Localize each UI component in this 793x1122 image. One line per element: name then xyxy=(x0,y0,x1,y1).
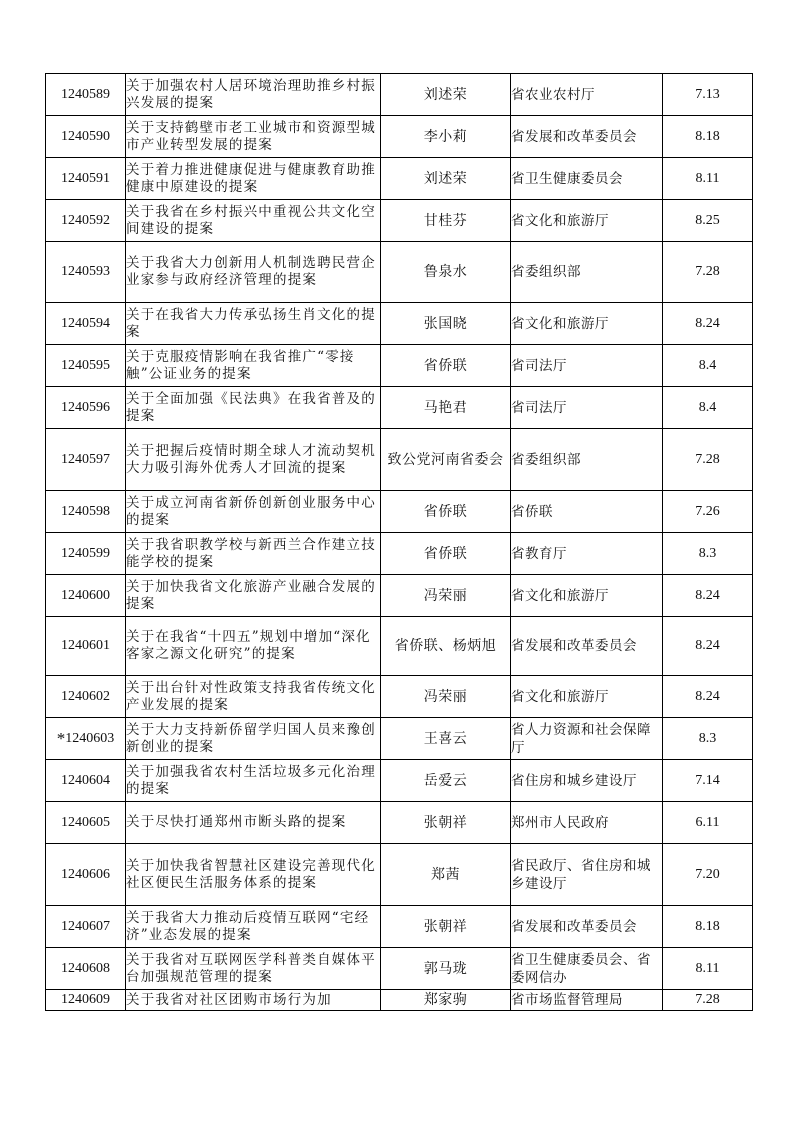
proposal-id-text: 1240594 xyxy=(61,315,110,331)
submitter-cell xyxy=(381,617,511,676)
submitter-cell xyxy=(381,575,511,617)
proposal-id-text: 1240604 xyxy=(61,772,110,788)
organizer-cell xyxy=(511,533,663,575)
proposal-title-text: 关于支持鹤壁市老工业城市和资源型城市产业转型发展的提案 xyxy=(126,119,376,153)
submitter-cell xyxy=(381,242,511,303)
date-cell xyxy=(663,158,753,200)
proposal-title-text: 关于我省对互联网医学科普类自媒体平台加强规范管理的提案 xyxy=(126,951,376,985)
organizer-cell xyxy=(511,718,663,760)
date-cell xyxy=(663,990,753,1011)
organizer-cell xyxy=(511,158,663,200)
date-text: 7.13 xyxy=(695,86,720,102)
submitter-cell xyxy=(381,116,511,158)
proposal-title-text: 关于我省大力推动后疫情互联网“宅经济”业态发展的提案 xyxy=(126,909,370,943)
organizer-cell xyxy=(511,491,663,533)
proposal-title-cell xyxy=(126,74,381,116)
table-row xyxy=(46,676,753,718)
date-cell xyxy=(663,491,753,533)
proposal-id-cell xyxy=(46,116,126,158)
proposal-id-text: 1240598 xyxy=(61,503,110,519)
date-cell xyxy=(663,718,753,760)
table-row xyxy=(46,617,753,676)
date-text: 7.28 xyxy=(695,264,720,279)
proposal-title-cell xyxy=(126,990,381,1011)
submitter-cell xyxy=(381,303,511,345)
submitter-text: 甘桂芬 xyxy=(423,212,468,229)
submitter-cell xyxy=(381,387,511,429)
proposal-title-cell xyxy=(126,617,381,676)
date-cell xyxy=(663,74,753,116)
proposal-id-cell xyxy=(46,718,126,760)
proposal-title-cell xyxy=(126,844,381,906)
proposal-id-text: 1240593 xyxy=(61,264,110,279)
date-text: 8.11 xyxy=(695,960,720,976)
organizer-text: 省文化和旅游厅 xyxy=(511,212,609,229)
proposal-title-text: 关于大力支持新侨留学归国人员来豫创新创业的提案 xyxy=(126,721,376,755)
date-cell xyxy=(663,242,753,303)
table-row xyxy=(46,116,753,158)
star-mark: * xyxy=(56,728,66,748)
proposal-title-text: 关于克服疫情影响在我省推广“零接触”公证业务的提案 xyxy=(126,348,355,382)
table-row xyxy=(46,533,753,575)
submitter-cell xyxy=(381,74,511,116)
proposal-title-text: 关于成立河南省新侨创新创业服务中心的提案 xyxy=(126,494,376,528)
submitter-text: 张朝祥 xyxy=(423,814,468,831)
organizer-cell xyxy=(511,802,663,844)
date-cell xyxy=(663,906,753,948)
date-cell xyxy=(663,200,753,242)
proposal-id-cell xyxy=(46,575,126,617)
proposal-id-cell xyxy=(46,948,126,990)
proposal-id-cell xyxy=(46,242,126,303)
organizer-text: 省侨联 xyxy=(511,503,553,520)
proposal-title-cell xyxy=(126,116,381,158)
date-cell xyxy=(663,345,753,387)
date-cell xyxy=(663,575,753,617)
organizer-text: 省发展和改革委员会 xyxy=(511,128,637,145)
proposal-id-text: 1240597 xyxy=(61,451,110,467)
proposal-id-cell xyxy=(46,491,126,533)
submitter-text: 张国晓 xyxy=(423,315,468,332)
date-cell xyxy=(663,802,753,844)
proposal-title-text: 关于在我省“十四五”规划中增加“深化客家之源文化研究”的提案 xyxy=(126,629,371,662)
proposal-title-cell xyxy=(126,906,381,948)
proposal-title-text: 关于我省在乡村振兴中重视公共文化空间建设的提案 xyxy=(126,203,376,237)
organizer-text: 省文化和旅游厅 xyxy=(511,587,609,604)
date-cell xyxy=(663,948,753,990)
proposal-id-text: 1240607 xyxy=(61,918,110,934)
submitter-cell xyxy=(381,429,511,491)
submitter-cell xyxy=(381,200,511,242)
proposal-title-text: 关于加快我省文化旅游产业融合发展的提案 xyxy=(126,578,376,612)
organizer-text: 省人力资源和社会保障厅 xyxy=(511,721,651,756)
organizer-cell xyxy=(511,242,663,303)
organizer-text: 省教育厅 xyxy=(511,545,567,562)
proposal-title-cell xyxy=(126,242,381,303)
organizer-text: 省发展和改革委员会 xyxy=(511,638,637,654)
date-cell xyxy=(663,533,753,575)
submitter-cell xyxy=(381,345,511,387)
proposal-id-text: 1240596 xyxy=(61,399,110,415)
proposal-title-text: 关于在我省大力传承弘扬生肖文化的提案 xyxy=(126,306,376,340)
table-row xyxy=(46,575,753,617)
proposal-title-cell xyxy=(126,491,381,533)
date-cell xyxy=(663,303,753,345)
proposal-title-text: 关于我省对社区团购市场行为加 xyxy=(126,991,332,1008)
organizer-text: 省卫生健康委员会、省委网信办 xyxy=(511,951,651,986)
proposal-id-cell xyxy=(46,74,126,116)
date-text: 8.3 xyxy=(698,545,717,561)
table-row xyxy=(46,990,753,1011)
date-text: 6.11 xyxy=(695,814,720,830)
date-text: 7.26 xyxy=(695,503,720,519)
proposal-title-cell xyxy=(126,303,381,345)
organizer-text: 郑州市人民政府 xyxy=(511,814,609,831)
organizer-cell xyxy=(511,906,663,948)
organizer-text: 省委组织部 xyxy=(511,264,581,280)
table-row xyxy=(46,200,753,242)
submitter-cell xyxy=(381,990,511,1011)
date-text: 7.20 xyxy=(695,866,720,882)
submitter-cell xyxy=(381,802,511,844)
table-row xyxy=(46,802,753,844)
proposal-title-cell xyxy=(126,387,381,429)
date-text: 8.18 xyxy=(695,128,720,144)
proposal-id-text: 1240592 xyxy=(61,212,110,228)
proposal-id-text: 1240602 xyxy=(61,688,110,704)
proposal-title-text: 关于着力推进健康促进与健康教育助推健康中原建设的提案 xyxy=(126,161,376,195)
organizer-text: 省文化和旅游厅 xyxy=(511,315,609,332)
organizer-cell xyxy=(511,617,663,676)
date-cell xyxy=(663,676,753,718)
date-cell xyxy=(663,387,753,429)
submitter-cell xyxy=(381,676,511,718)
organizer-text: 省卫生健康委员会 xyxy=(511,170,623,187)
organizer-cell xyxy=(511,990,663,1011)
submitter-text: 张朝祥 xyxy=(423,918,468,935)
organizer-cell xyxy=(511,676,663,718)
proposal-title-text: 关于加强我省农村生活垃圾多元化治理的提案 xyxy=(126,763,376,797)
organizer-cell xyxy=(511,200,663,242)
organizer-cell xyxy=(511,575,663,617)
proposal-title-text: 关于我省大力创新用人机制选聘民营企业家参与政府经济管理的提案 xyxy=(126,255,376,288)
submitter-cell xyxy=(381,533,511,575)
proposal-title-text: 关于加快我省智慧社区建设完善现代化社区便民生活服务体系的提案 xyxy=(126,857,376,891)
organizer-text: 省委组织部 xyxy=(511,451,581,468)
organizer-text: 省民政厅、省住房和城乡建设厅 xyxy=(511,857,651,892)
proposal-table xyxy=(45,73,753,1011)
date-text: 8.24 xyxy=(695,315,720,331)
proposal-id-cell xyxy=(46,676,126,718)
proposal-table-body xyxy=(46,74,753,1011)
proposal-id-text: 1240603 xyxy=(65,730,115,746)
submitter-text: 冯荣丽 xyxy=(423,688,468,705)
date-cell xyxy=(663,760,753,802)
proposal-id-cell xyxy=(46,906,126,948)
proposal-title-cell xyxy=(126,802,381,844)
date-text: 7.14 xyxy=(695,772,720,788)
proposal-title-text: 关于尽快打通郑州市断头路的提案 xyxy=(126,814,347,830)
organizer-text: 省司法厅 xyxy=(511,399,567,416)
date-text: 8.24 xyxy=(695,688,720,704)
submitter-text: 省侨联 xyxy=(423,545,468,562)
submitter-text: 李小莉 xyxy=(423,128,468,145)
table-row xyxy=(46,760,753,802)
submitter-text: 郑茜 xyxy=(431,866,460,883)
date-cell xyxy=(663,617,753,676)
proposal-id-text: 1240599 xyxy=(61,545,110,561)
proposal-id-text: 1240589 xyxy=(61,86,110,102)
organizer-cell xyxy=(511,74,663,116)
submitter-text: 致公党河南省委会 xyxy=(387,451,504,468)
date-text: 8.3 xyxy=(698,730,717,746)
proposal-id-cell xyxy=(46,303,126,345)
submitter-text: 省侨联 xyxy=(423,503,468,520)
proposal-id-cell xyxy=(46,387,126,429)
date-text: 8.4 xyxy=(698,357,717,373)
proposal-id-text: 1240591 xyxy=(61,170,110,186)
organizer-cell xyxy=(511,345,663,387)
proposal-id-cell xyxy=(46,617,126,676)
date-text: 8.25 xyxy=(695,212,720,228)
date-text: 8.24 xyxy=(695,638,720,653)
proposal-id-cell xyxy=(46,760,126,802)
date-cell xyxy=(663,116,753,158)
proposal-id-text: 1240590 xyxy=(61,128,110,144)
table-row xyxy=(46,387,753,429)
proposal-id-text: 1240605 xyxy=(61,814,110,830)
submitter-cell xyxy=(381,906,511,948)
organizer-text: 省农业农村厅 xyxy=(511,86,595,103)
date-cell xyxy=(663,429,753,491)
organizer-text: 省文化和旅游厅 xyxy=(511,688,609,705)
date-text: 8.18 xyxy=(695,918,720,934)
submitter-text: 刘述荣 xyxy=(423,86,468,103)
proposal-id-text: 1240608 xyxy=(61,960,110,976)
table-row xyxy=(46,74,753,116)
proposal-id-text: 1240595 xyxy=(61,357,110,373)
submitter-cell xyxy=(381,491,511,533)
proposal-title-text: 关于全面加强《民法典》在我省普及的提案 xyxy=(126,390,376,424)
table-row xyxy=(46,718,753,760)
proposal-id-cell xyxy=(46,844,126,906)
table-row xyxy=(46,491,753,533)
proposal-id-cell xyxy=(46,990,126,1011)
organizer-cell xyxy=(511,116,663,158)
submitter-text: 省侨联 xyxy=(423,357,468,374)
proposal-title-cell xyxy=(126,533,381,575)
proposal-title-text: 关于出台针对性政策支持我省传统文化产业发展的提案 xyxy=(126,679,376,713)
submitter-text: 马艳君 xyxy=(423,399,468,416)
date-text: 8.24 xyxy=(695,587,720,603)
proposal-id-cell xyxy=(46,429,126,491)
proposal-title-cell xyxy=(126,948,381,990)
organizer-cell xyxy=(511,387,663,429)
proposal-title-cell xyxy=(126,345,381,387)
table-row xyxy=(46,242,753,303)
table-row xyxy=(46,429,753,491)
proposal-title-cell xyxy=(126,760,381,802)
submitter-cell xyxy=(381,158,511,200)
proposal-id-cell xyxy=(46,345,126,387)
proposal-id-cell xyxy=(46,802,126,844)
proposal-id-text: 1240600 xyxy=(61,587,110,603)
submitter-cell xyxy=(381,948,511,990)
proposal-title-cell xyxy=(126,718,381,760)
submitter-text: 省侨联、杨炳旭 xyxy=(394,638,497,654)
organizer-text: 省发展和改革委员会 xyxy=(511,918,637,935)
submitter-text: 岳爱云 xyxy=(423,772,468,789)
proposal-title-cell xyxy=(126,200,381,242)
organizer-text: 省住房和城乡建设厅 xyxy=(511,772,637,789)
organizer-cell xyxy=(511,303,663,345)
table-row xyxy=(46,844,753,906)
proposal-id-text: 1240601 xyxy=(61,638,110,653)
submitter-cell xyxy=(381,760,511,802)
submitter-cell xyxy=(381,844,511,906)
organizer-cell xyxy=(511,948,663,990)
table-row xyxy=(46,158,753,200)
proposal-id-cell xyxy=(46,200,126,242)
table-row xyxy=(46,345,753,387)
table-row xyxy=(46,906,753,948)
proposal-title-cell xyxy=(126,676,381,718)
proposal-title-text: 关于我省职教学校与新西兰合作建立技能学校的提案 xyxy=(126,536,376,570)
submitter-text: 冯荣丽 xyxy=(423,587,468,604)
organizer-text: 省市场监督管理局 xyxy=(511,992,623,1008)
submitter-text: 郭马珑 xyxy=(423,960,468,977)
proposal-id-cell xyxy=(46,533,126,575)
proposal-title-cell xyxy=(126,429,381,491)
proposal-title-cell xyxy=(126,158,381,200)
organizer-cell xyxy=(511,844,663,906)
submitter-text: 王喜云 xyxy=(423,730,468,747)
proposal-id-text: 1240606 xyxy=(61,866,110,882)
proposal-title-cell xyxy=(126,575,381,617)
date-cell xyxy=(663,844,753,906)
date-text: 8.11 xyxy=(695,170,720,186)
organizer-cell xyxy=(511,429,663,491)
date-text: 7.28 xyxy=(695,451,720,467)
submitter-cell xyxy=(381,718,511,760)
submitter-text: 郑家驹 xyxy=(423,992,468,1008)
table-row xyxy=(46,948,753,990)
date-text: 8.4 xyxy=(698,399,717,415)
table-row xyxy=(46,303,753,345)
organizer-text: 省司法厅 xyxy=(511,357,567,374)
date-text: 7.28 xyxy=(695,992,720,1007)
proposal-id-text: 1240609 xyxy=(61,992,110,1007)
proposal-title-text: 关于把握后疫情时期全球人才流动契机大力吸引海外优秀人才回流的提案 xyxy=(126,442,376,476)
submitter-text: 刘述荣 xyxy=(423,170,468,187)
proposal-title-text: 关于加强农村人居环境治理助推乡村振兴发展的提案 xyxy=(126,77,376,111)
proposal-id-cell xyxy=(46,158,126,200)
organizer-cell xyxy=(511,760,663,802)
submitter-text: 鲁泉水 xyxy=(423,264,468,280)
